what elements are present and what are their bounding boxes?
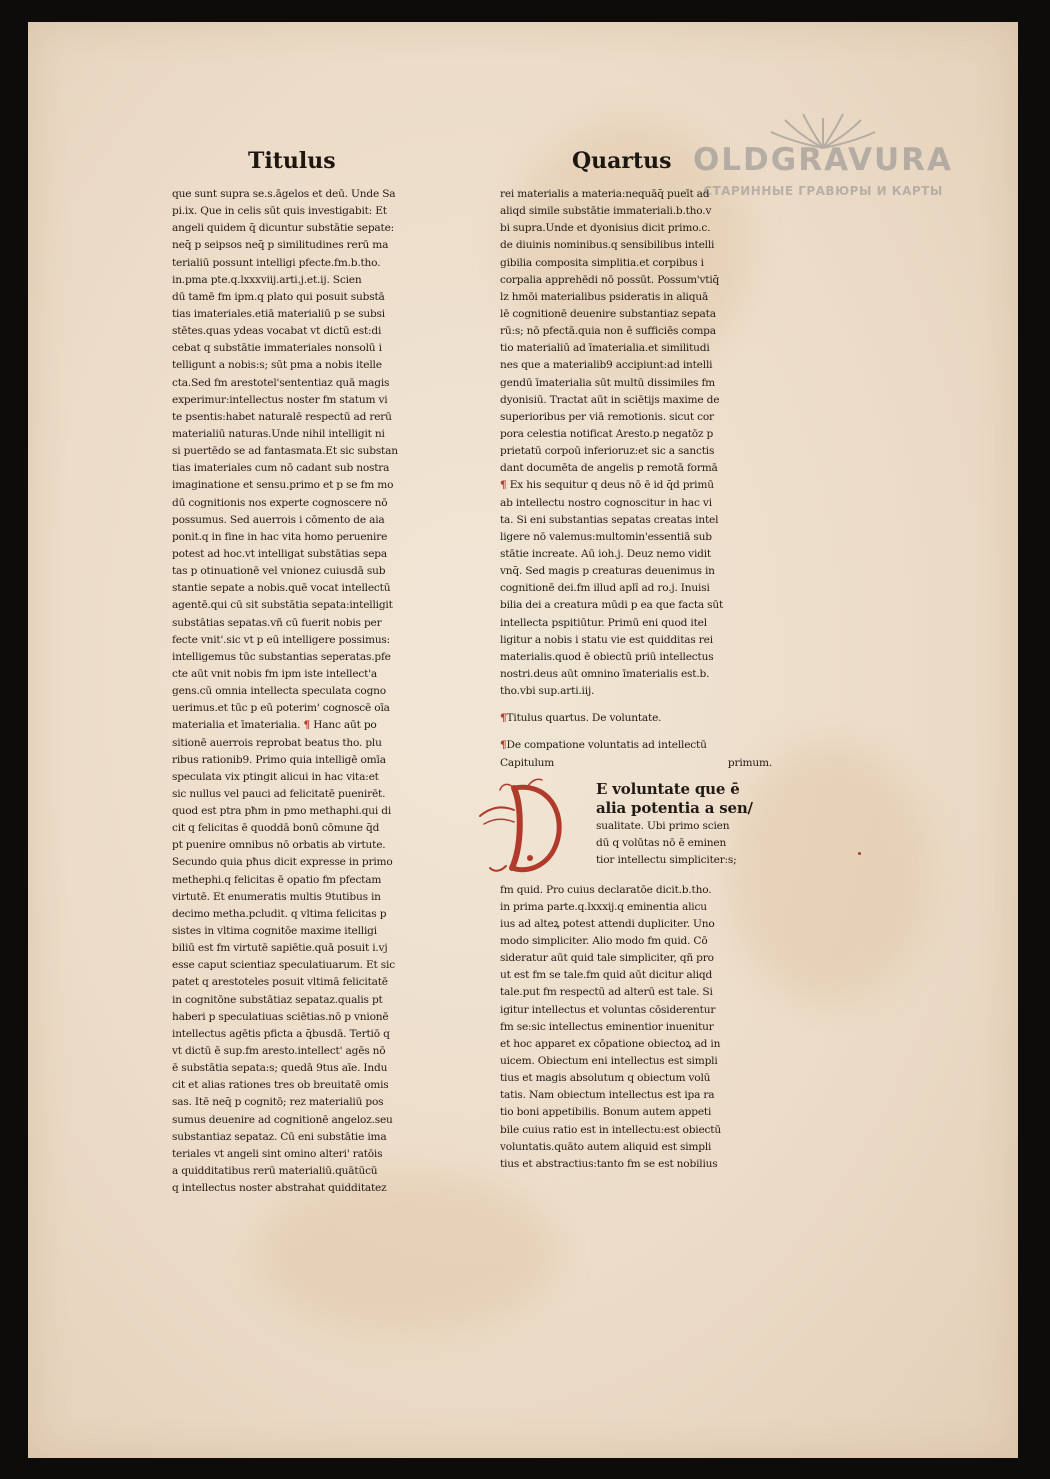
text-line: haberi p speculatiuas sciētias.nō p vnionē <box>172 1010 389 1023</box>
text-line: possumus. Sed auerrois i cōmento de aia <box>172 513 385 526</box>
text-line: tius et magis absolutum q obiectum volū <box>500 1072 711 1085</box>
rubric-dot <box>858 852 861 855</box>
text-line: sas. Itē neq̄ p cognitō; rez materialiū pos <box>172 1096 384 1109</box>
text-line: gibilia composita simplitia.et corpibus i <box>500 256 704 269</box>
text-line: cebat q substātie immateriales nonsolū i <box>172 342 382 355</box>
text-line: nostri.deus aūt omnino īmaterialis est.b. <box>500 667 710 680</box>
text-line: bi supra.Unde et dyonisius dicit primo.c. <box>500 222 711 235</box>
text-line: dū tamē fm ipm.q plato qui posuit substā <box>172 290 385 303</box>
text-line: patet q arestoteles posuit vltimā felicitatē <box>172 976 388 989</box>
text-line: cte aūt vnit nobis fm ipm iste intellect'a <box>172 667 378 680</box>
text-line: lē cognitionē deuenire substantiaz sepata <box>500 307 716 320</box>
chapter-opening-lines <box>596 780 778 869</box>
text-line: nes que a materialib9 accipiunt:ad intelli <box>500 359 713 372</box>
text-line: biliū est fm virtutē sapiētie.quā posuit i.vj <box>172 942 388 955</box>
text-line: fecte vnit'.sic vt p eū intelligere possimus: <box>172 633 391 646</box>
text-line: teriales vt angeli sint omino alteri' ratōis <box>172 1147 383 1160</box>
text-line: aliqd simile substātie immateriali.b.tho.v <box>500 205 712 218</box>
text-line: ē substātia sepata:s; quedā 9tus aīe. Indu <box>172 1062 388 1075</box>
text-line: sideratur aūt quid tale simpliciter, qñ pro <box>500 952 714 965</box>
text-line: ligere nō valemus:multomin'essentiā sub <box>500 530 712 543</box>
text-line: uerimus.et tūc p eū poterim' cognoscē oīa <box>172 702 390 715</box>
text-line: dū cognitionis nos experte cognoscere nō <box>172 496 388 509</box>
text-line: virtutē. Et enumeratis multis 9tutibus in <box>172 890 381 903</box>
text-line: in cognitōne substātiaz sepataz.qualis pt <box>172 993 383 1006</box>
text-line: Secundo quia pħus dicit expresse in primo <box>172 856 393 869</box>
text-line: a quidditatibus rerū materialiū.quātūcū <box>172 1165 378 1178</box>
text-line: methephi.q felicitas ē opatio fm pfectam <box>172 873 382 886</box>
watermark-title: OLDGRAVURA <box>692 142 954 178</box>
text-line: esse caput scientiaz speculatiuarum. Et sic <box>172 959 395 972</box>
text-line: prietatū corpoū inferioruz:et sic a sanctis <box>500 445 715 458</box>
text-line: pt puenire omnibus nō orbatis ab virtute. <box>172 839 386 852</box>
text-line: experimur:intellectus noster fm statum vi <box>172 393 388 406</box>
text-line: pora celestia notificat Aresto.p negatōz p <box>500 427 714 440</box>
text-line: cognitionē dei.fm illud aplī ad ro.j. Inuisi <box>500 582 710 595</box>
text-line: sumus deuenire ad cognitionē angeloz.seu <box>172 1113 393 1126</box>
right-column-end <box>500 882 772 1173</box>
text-line: tatis. Nam obiectum intellectus est ipa ra <box>500 1089 715 1102</box>
text-line: tho.vbi sup.arti.iij. <box>500 685 595 698</box>
text-line <box>172 717 442 734</box>
text-line: voluntatis.quāto autem aliquid est simpli <box>500 1140 712 1153</box>
watermark-subtitle: СТАРИННЫЕ ГРАВЮРЫ И КАРТЫ <box>703 184 943 198</box>
text-line: substātias sepatas.vñ cū fuerit nobis per <box>172 616 382 629</box>
titulus-text: Titulus quartus. De voluntate. <box>506 712 662 725</box>
text-line <box>500 477 772 494</box>
comparatio-heading <box>500 737 772 754</box>
text-fragment: Hanc aūt po <box>310 719 377 732</box>
pilcrow-icon: ¶ <box>500 712 507 725</box>
text-line: materialis.quod ē obiectū priū intellectus <box>500 650 714 663</box>
text-line: ut est fm se tale.fm quid aūt dicitur aliqd <box>500 969 713 982</box>
text-line: intellecta pspitiūtur. Primū eni quod itel <box>500 616 707 629</box>
text-line: superioribus per viā remotionis. sicut cor <box>500 410 714 423</box>
right-text-column <box>500 186 772 1173</box>
text-line: sistes in vltima cognitōe maxime itelligi <box>172 925 377 938</box>
cap-line-small: dū q volūtas nō ē eminen <box>596 836 727 849</box>
cap-line-big: E voluntate que ē <box>596 779 740 798</box>
text-line: dyonisiū. Tractat aūt in sciētijs maxime de <box>500 393 720 406</box>
text-line: tio boni appetibilis. Bonum autem appeti <box>500 1106 712 1119</box>
text-line: terialiū possunt intelligi pfecte.fm.b.tho. <box>172 256 381 269</box>
capitulum-line <box>500 755 772 772</box>
capitulum-label: Capitulum <box>500 756 555 769</box>
text-line: quod est ptra pħm in pmo methaphi.qui di <box>172 805 392 818</box>
text-line: ab intellectu nostro cognoscitur in hac vi <box>500 496 712 509</box>
text-line: te psentis:habet naturalē respectū ad rerū <box>172 410 392 423</box>
text-line: vnq̄. Sed magis p creaturas deuenimus in <box>500 565 715 578</box>
text-line: angeli quidem q̄ dicuntur substātie sepate: <box>172 222 395 235</box>
text-line: tas p otinuationē vel vnionez cuiusdā sub <box>172 565 386 578</box>
text-line: de diuinis nominibus.q sensibilibus intelli <box>500 239 715 252</box>
text-line: intellectus agētis pficta a q̄busdā. Tertiō q <box>172 1027 390 1040</box>
text-line: speculata vix ptingit alicui in hac vita:et <box>172 770 379 783</box>
text-line: telligunt a nobis:s; sūt pma a nobis itelle <box>172 359 382 372</box>
text-line: decimo metha.pcludit. q vltima felicitas p <box>172 907 387 920</box>
text-line: ligitur a nobis i statu vie est quidditas rei <box>500 633 713 646</box>
text-line: dant documēta de angelis p remotā formā <box>500 462 718 475</box>
text-line: cta.Sed fm arestotel'sententiaz quā magis <box>172 376 390 389</box>
text-line: ponit.q in fine in hac vita homo peruenire <box>172 530 388 543</box>
titulus-heading <box>500 710 772 727</box>
text-line: neq̄ p seipsos neq̄ p similitudines rerū ma <box>172 239 389 252</box>
text-line: substantiaz sepataz. Cū eni substātie ima <box>172 1130 387 1143</box>
text-line: gens.cū omnia intellecta speculata cogno <box>172 685 386 698</box>
text-line: si puertēdo se ad fantasmata.Et sic substan <box>172 445 398 458</box>
text-line: fm quid. Pro cuius declaratōe dicit.b.tho. <box>500 883 712 896</box>
text-line: ta. Si eni substantias sepatas creatas intel <box>500 513 719 526</box>
running-head-right: Quartus <box>572 148 672 174</box>
text-line: stantie sepate a nobis.quē vocat intellectū <box>172 582 391 595</box>
text-line: imaginatione et sensu.primo et p se fm mo <box>172 479 394 492</box>
text-line: lz hmōi materialibus psideratis in aliquā <box>500 290 709 303</box>
text-line: agentē.qui cū sit substātia sepata:intelligit <box>172 599 393 612</box>
text-line: stātie increate. Aū ioh.j. Deuz nemo vidit <box>500 547 711 560</box>
text-line: sitionē auerrois reprobat beatus tho. plu <box>172 736 382 749</box>
text-line: igitur intellectus et voluntas cōsiderentur <box>500 1003 716 1016</box>
text-line: ribus rationib9. Primo quia intelligē omīa <box>172 753 386 766</box>
comparatio-line1: De compatione voluntatis ad intellectū <box>506 739 707 752</box>
text-line: bilia dei a creatura mūdi p ea que facta sūt <box>500 599 724 612</box>
text-line: uicem. Obiectum eni intellectus est simpli <box>500 1055 718 1068</box>
text-line: cit et alias rationes tres ob breuitatē omis <box>172 1079 389 1092</box>
text-line: cit q felicitas ē quoddā bonū cōmune q̄d <box>172 822 380 835</box>
text-line: tale.put fm respectū ad alterū est tale. Si <box>500 986 713 999</box>
cap-line-small: sualitate. Ubi primo scien <box>596 819 730 832</box>
text-line: bile cuius ratio est in intellectu:est obiectū <box>500 1123 721 1136</box>
initial-d-icon <box>478 776 568 880</box>
left-text-column <box>172 186 442 1197</box>
text-line: materialiū naturas.Unde nihil intelligit ni <box>172 427 385 440</box>
cap-line-big: alia potentia a sen/ <box>596 798 753 817</box>
text-line: rei materialis a materia:nequāq̄ pueīt ad <box>500 188 710 200</box>
text-line: intelligemus tūc substantias seperatas.pfe <box>172 650 391 663</box>
text-line: ius ad alteꝝ potest attendi dupliciter. Uno <box>500 917 715 930</box>
text-line: in.pma pte.q.lxxxviij.arti.j.et.ij. Scien <box>172 273 362 286</box>
pilcrow-icon: ¶ <box>500 479 507 492</box>
text-line: gendū īmaterialia sūt multū dissimiles fm <box>500 376 716 389</box>
text-line: corpalia apprehēdi nō possūt. Possum'vtiq̄ <box>500 273 720 286</box>
text-fragment: Ex his sequitur q deus nō ē id q̄d primū <box>506 479 714 492</box>
text-line: tio materialiū ad īmaterialia.et similitudi <box>500 342 710 355</box>
text-line: in prima parte.q.lxxxij.q eminentia alicu <box>500 900 707 913</box>
text-line: stētes.quas ydeas vocabat vt dictū est:di <box>172 325 382 338</box>
text-line: tius et abstractius:tanto fm se est nobilius <box>500 1157 718 1170</box>
text-line: sic nullus vel pauci ad felicitatē puenirēt. <box>172 787 386 800</box>
text-line: pi.ix. Que in celis sūt quis investigabit: Et <box>172 205 387 218</box>
text-line: vt dictū ē sup.fm aresto.intellect' agēs nō <box>172 1045 386 1058</box>
pilcrow-icon: ¶ <box>500 739 507 752</box>
pilcrow-icon: ¶ <box>303 719 311 732</box>
text-line: rū:s; nō pfectā.quia non ē sufficiēs compa <box>500 325 716 338</box>
text-line: tias imateriales.etiā materialiū p se subsi <box>172 307 385 320</box>
text-line: fm se:sic intellectus eminentior inuenitur <box>500 1020 714 1033</box>
text-line: q intellectus noster abstrahat quidditatez <box>172 1182 387 1195</box>
text-line: modo simpliciter. Alio modo fm quid. Cō <box>500 935 708 948</box>
text-line: et hoc apparet ex cōpatione obiectoꝝ ad in <box>500 1037 721 1050</box>
cap-line-small: tior intellectu simpliciter:s; <box>596 853 737 866</box>
text-line: tias imateriales cum nō cadant sub nostra <box>172 462 390 475</box>
text-line: que sunt supra se.s.āgelos et deū. Unde Sa <box>172 188 396 200</box>
running-head-left: Titulus <box>248 148 336 174</box>
right-column-top <box>500 186 772 700</box>
capitulum-number: primum. <box>727 756 772 769</box>
text-line: potest ad hoc.vt intelligat substātias sepa <box>172 547 387 560</box>
text-fragment: materialia et īmaterialia. <box>172 719 304 732</box>
chapter-opening <box>500 780 772 882</box>
